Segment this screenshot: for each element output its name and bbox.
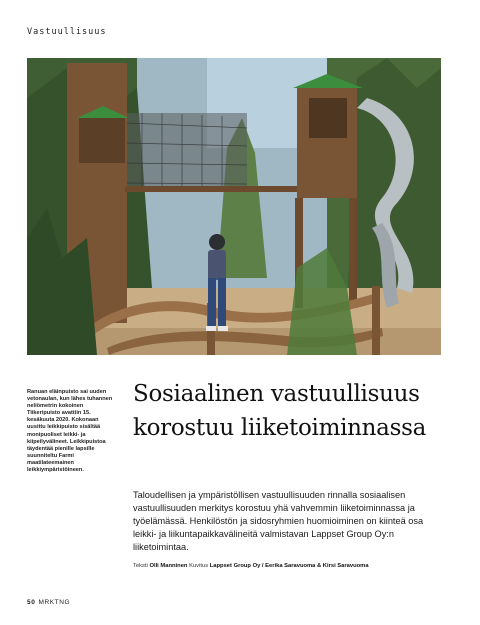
article-lead: Taloudellisen ja ympäristöllisen vastuullisuuden rinnalla sosiaalisen vastuullisuuden merkitys korostuu yhä vahvemmin liiketoiminnassa ja työelämässä. Henkilöstön ja sidosryhmien huomioiminen on kiinteä osa leikki- ja liikuntapaikkavälineitä valmistavan Lappset Group Oy:n liiketoimintaa.: [133, 490, 424, 552]
article-headline: Sosiaalinen vastuullisuus korostuu liiketoiminnassa: [133, 381, 426, 441]
page-footer: [27, 599, 70, 606]
photo-caption: Ranuan eläinpuisto sai uuden vetonaulan, kun lähes tuhannen neliömetrin kokoinen Tiikeripuisto avattiin 15. kesäkuuta 2020. Kokonaan uusittu leikkipuisto sisältää monipuoliset leikki- ja kiipeilyvälineet. Leikkipuistoa täydentää pienille lapsille suunniteltu Farmi maatilateemainen leikkiympäristöineen.: [27, 389, 113, 474]
article-credits: [133, 563, 453, 569]
hero-photo: [27, 58, 441, 355]
publication-name: MRKTNG: [38, 599, 71, 606]
text-credit-author: Olli Manninen: [149, 563, 188, 569]
section-label: Vastuullisuus: [27, 27, 107, 37]
text-credit-label: Teksti: [133, 563, 148, 569]
page-number: 50: [27, 599, 36, 606]
photo-credit-label: Kuvitus: [189, 563, 209, 569]
photo-credit-authors: Lappset Group Oy / Eerika Saravuoma & Kirsi Saravuoma: [209, 563, 369, 569]
